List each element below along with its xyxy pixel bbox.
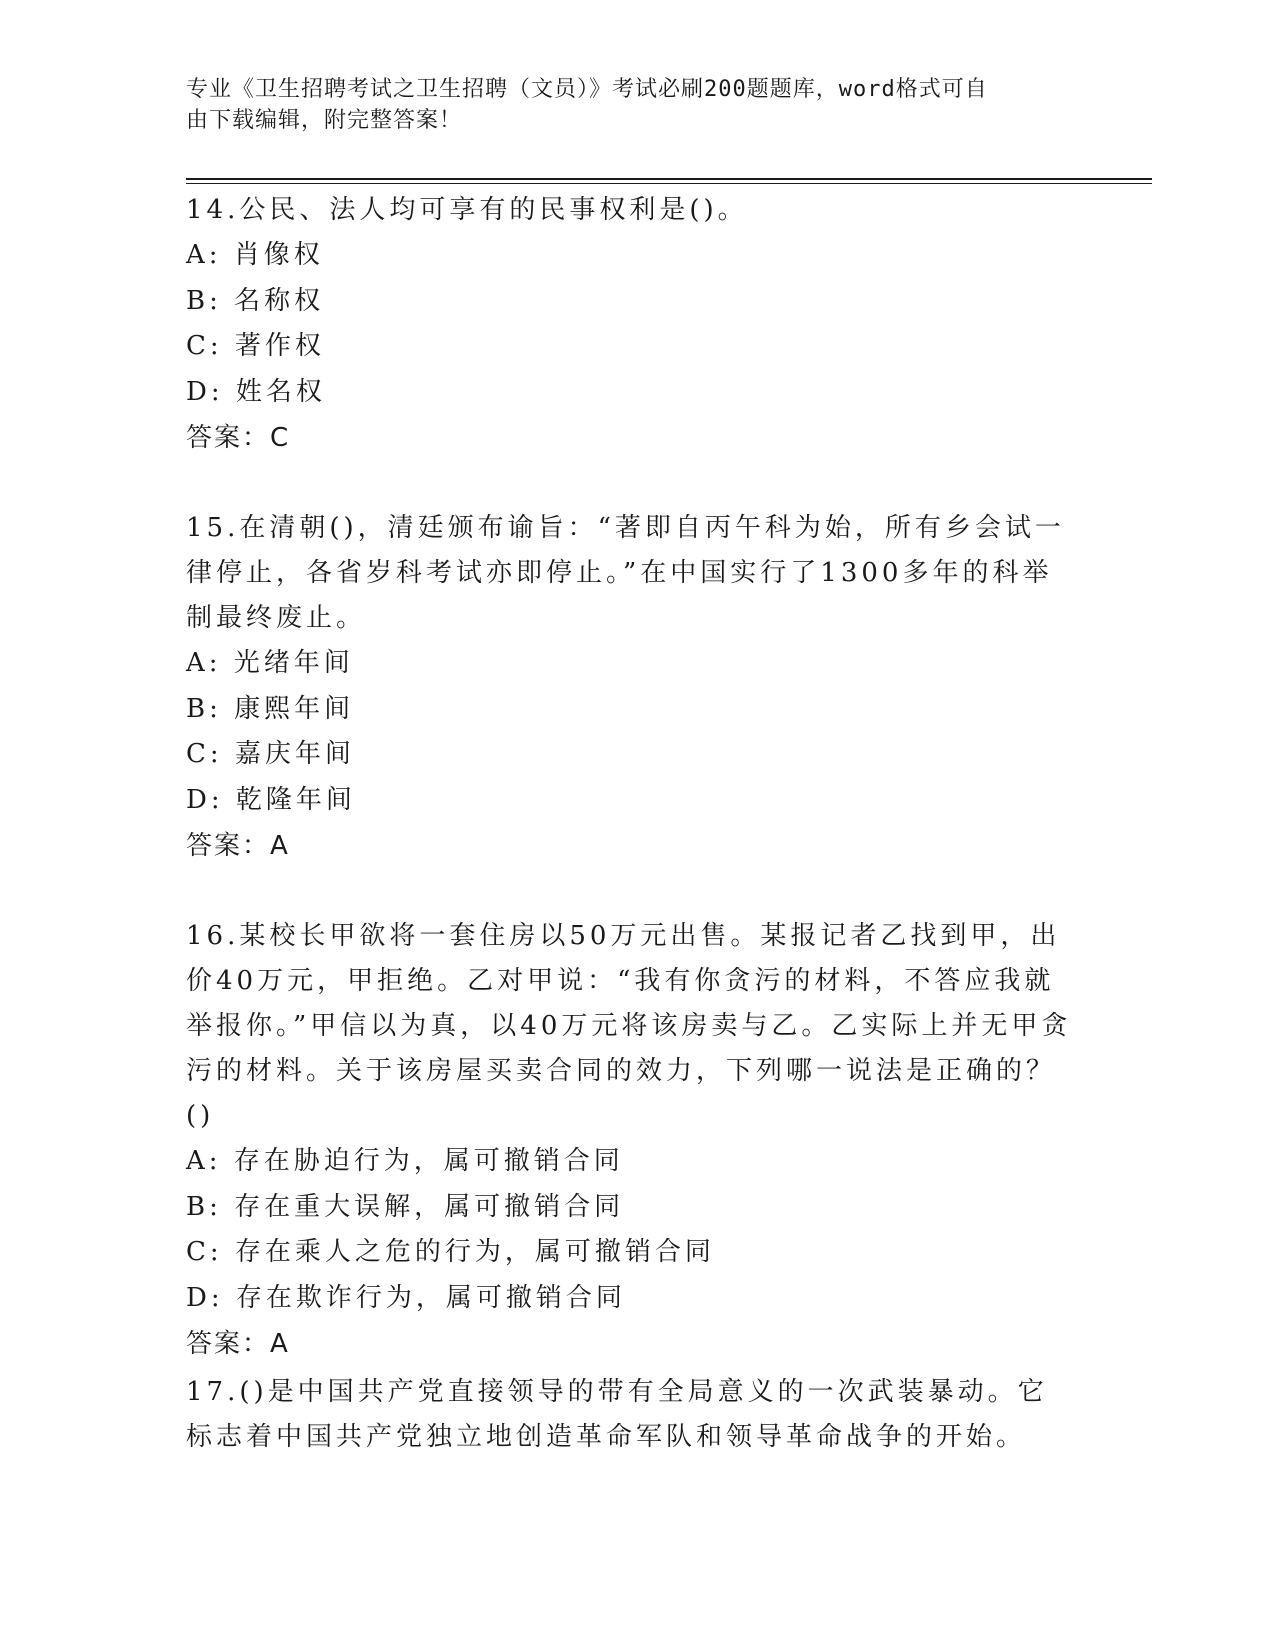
option-a: A: 存在胁迫行为，属可撤销合同: [186, 1146, 624, 1176]
answer-line: 答案：A: [186, 831, 290, 861]
question-14: [186, 188, 1076, 461]
question-text: 14.公民、法人均可享有的民事权利是()。: [186, 195, 748, 225]
header-line-2: 由下载编辑，附完整答案！: [186, 108, 463, 133]
option-d: D: 存在欺诈行为，属可撤销合同: [186, 1282, 626, 1313]
document-header: [186, 74, 1066, 136]
header-divider-thin: [186, 183, 1152, 184]
option-d: D: 乾隆年间: [186, 784, 356, 815]
header-divider-thick: [186, 178, 1152, 180]
option-b: B: 康熙年间: [186, 693, 355, 724]
header-line-1: 专业《卫生招聘考试之卫生招聘（文员）》考试必刷200题题库，word格式可自: [186, 77, 988, 102]
option-a: A: 光绪年间: [186, 648, 354, 678]
question-17: [186, 1370, 1076, 1460]
answer-line: 答案：C: [186, 423, 291, 453]
option-b: B: 存在重大误解，属可撤销合同: [186, 1191, 625, 1222]
option-a: A: 肖像权: [186, 240, 324, 270]
option-c: C: 嘉庆年间: [186, 739, 355, 769]
question-text: 17.()是中国共产党直接领导的带有全局意义的一次武装暴动。它标志着中国共产党独立地创造革命军队和领导革命战争的开始。: [186, 1377, 1048, 1452]
answer-line: 答案：A: [186, 1329, 290, 1359]
option-c: C: 存在乘人之危的行为，属可撤销合同: [186, 1237, 715, 1267]
question-text: 16.某校长甲欲将一套住房以50万元出售。某报记者乙找到甲，出价40万元，甲拒绝。乙对甲说：“我有你贪污的材料，不答应我就举报你。”甲信以为真，以40万元将该房卖与乙。乙实际上并无甲贪污的材料。关于该房屋买卖合同的效力，下列哪一说法是正确的？(): [186, 921, 1072, 1131]
option-c: C: 著作权: [186, 331, 325, 361]
question-16: [186, 914, 1076, 1367]
option-b: B: 名称权: [186, 285, 325, 316]
question-15: [186, 506, 1076, 869]
question-text: 15.在清朝()，清廷颁布谕旨：“著即自丙午科为始，所有乡会试一律停止，各省岁科考试亦即停止。”在中国实行了1300多年的科举制最终废止。: [186, 513, 1065, 633]
option-d: D: 姓名权: [186, 376, 326, 407]
